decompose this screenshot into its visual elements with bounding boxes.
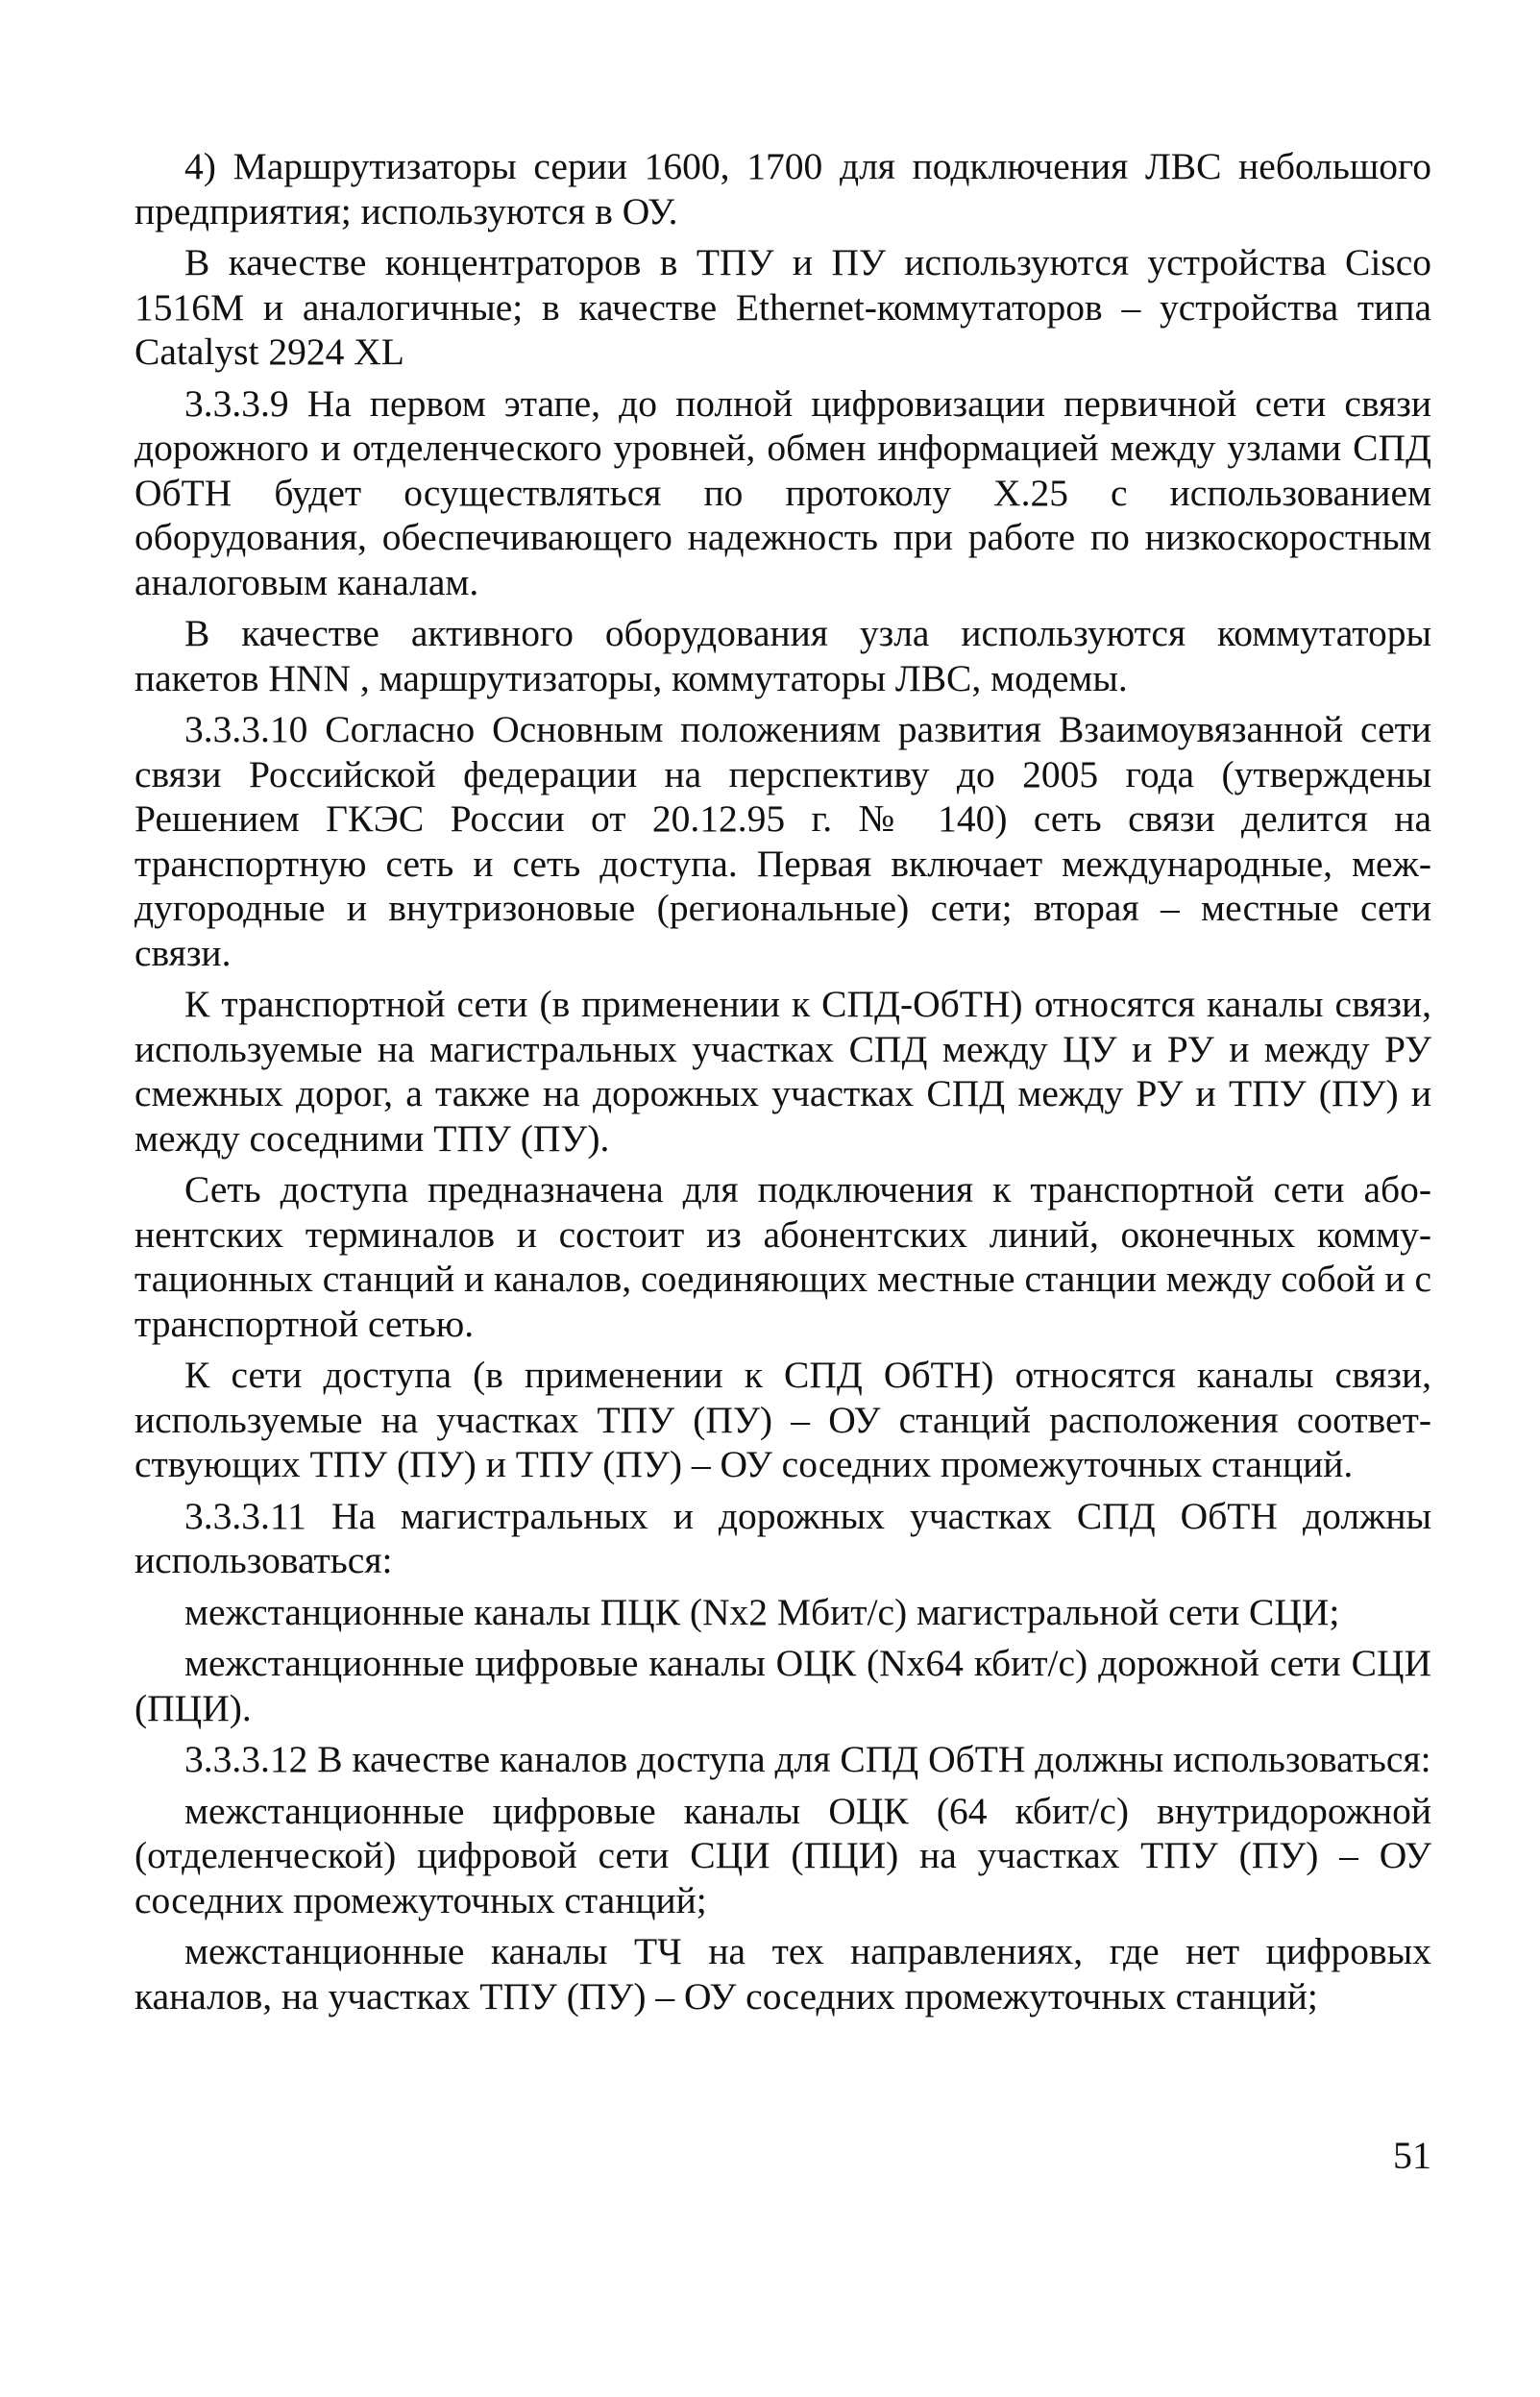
paragraph-active-equipment: В качестве активного оборудования узла используются коммутаторы пакетов HNN , маршрутизаторы, коммутаторы ЛВС, модемы. — [134, 612, 1431, 699]
page-number: 51 — [1393, 2134, 1431, 2177]
paragraph-routers-1600-1700: 4) Маршрутизаторы серии 1600, 1700 для подключения ЛВС небольшого предприятия; используются в ОУ. — [134, 145, 1431, 232]
list-item-pck-channels: межстанционные каналы ПЦК (Nx2 Мбит/с) магистральной сети СЦИ; — [184, 1590, 1340, 1633]
paragraph-3-3-3-11: 3.3.3.11 На магистральных и дорожных участках СПД ОбТН должны использоваться: — [134, 1494, 1431, 1581]
paragraph-3-3-3-12: 3.3.3.12 В качестве каналов доступа для СПД ОбТН должны использоваться: — [184, 1738, 1431, 1780]
paragraph-transport-network: К транспортной сети (в применении к СПД-ОбТН) относятся каналы связи, используемые на магистральных участках СПД между ЦУ и РУ и между РУ смежных дорог, а также на дорожных участках СПД между РУ и ТПУ (ПУ) и между соседними ТПУ (ПУ). — [134, 983, 1431, 1160]
paragraph-access-network: Сеть доступа предназначена для подключения к транспортной сети абонентских терминалов и состоит из абонентских линий, оконечных коммутационных станций и каналов, соединяющих местные станции между собой и с транспортной сетью. — [134, 1168, 1431, 1345]
paragraph-access-network-channels: К сети доступа (в применении к СПД ОбТН) относятся каналы связи, используемые на участках ТПУ (ПУ) – ОУ станций расположения соответствующих ТПУ (ПУ) и ТПУ (ПУ) – ОУ соседних промежуточных станций. — [134, 1354, 1431, 1485]
list-item-ock-channels: межстанционные цифровые каналы ОЦК (Nx64 кбит/с) дорожной сети СЦИ (ПЦИ). — [134, 1642, 1431, 1729]
list-item-tch-channels: межстанционные каналы ТЧ на тех направлениях, где нет цифровых каналов, на участках ТПУ (ПУ) – ОУ соседних промежуточных станций; — [134, 1930, 1431, 2018]
page-body — [134, 144, 1431, 2025]
paragraph-3-3-3-9: 3.3.3.9 На первом этапе, до полной цифровизации первичной сети связи дорожного и отделенческого уровней, обмен информацией между узлами СПД ОбТН будет осуществляться по протоколу X.25 с использованием оборудования, обеспечивающего надежность при работе по низкоскоростным аналоговым каналам. — [134, 381, 1431, 603]
paragraph-concentrators: В качестве концентраторов в ТПУ и ПУ используются устройства Cisco 1516M и аналогичные; в качестве Ethernet-коммутаторов – устройства типа Catalyst 2924 XL — [134, 241, 1431, 373]
list-item-ock-64-channels: межстанционные цифровые каналы ОЦК (64 кбит/с) внутридорожной (отделенческой) цифровой сети СЦИ (ПЦИ) на участках ТПУ (ПУ) – ОУ соседних промежуточных станций; — [134, 1789, 1431, 1921]
paragraph-3-3-3-10: 3.3.3.10 Согласно Основным положениям развития Взаимоувязанной сети связи Российской федерации на перспективу до 2005 года (утверждены Решением ГКЭС России от 20.12.95 г. № 140) сеть связи делится на транспортную сеть и сеть доступа. Первая включает международные, междугородные и внутризоновые (региональные) сети; вторая – местные сети связи. — [134, 708, 1431, 974]
